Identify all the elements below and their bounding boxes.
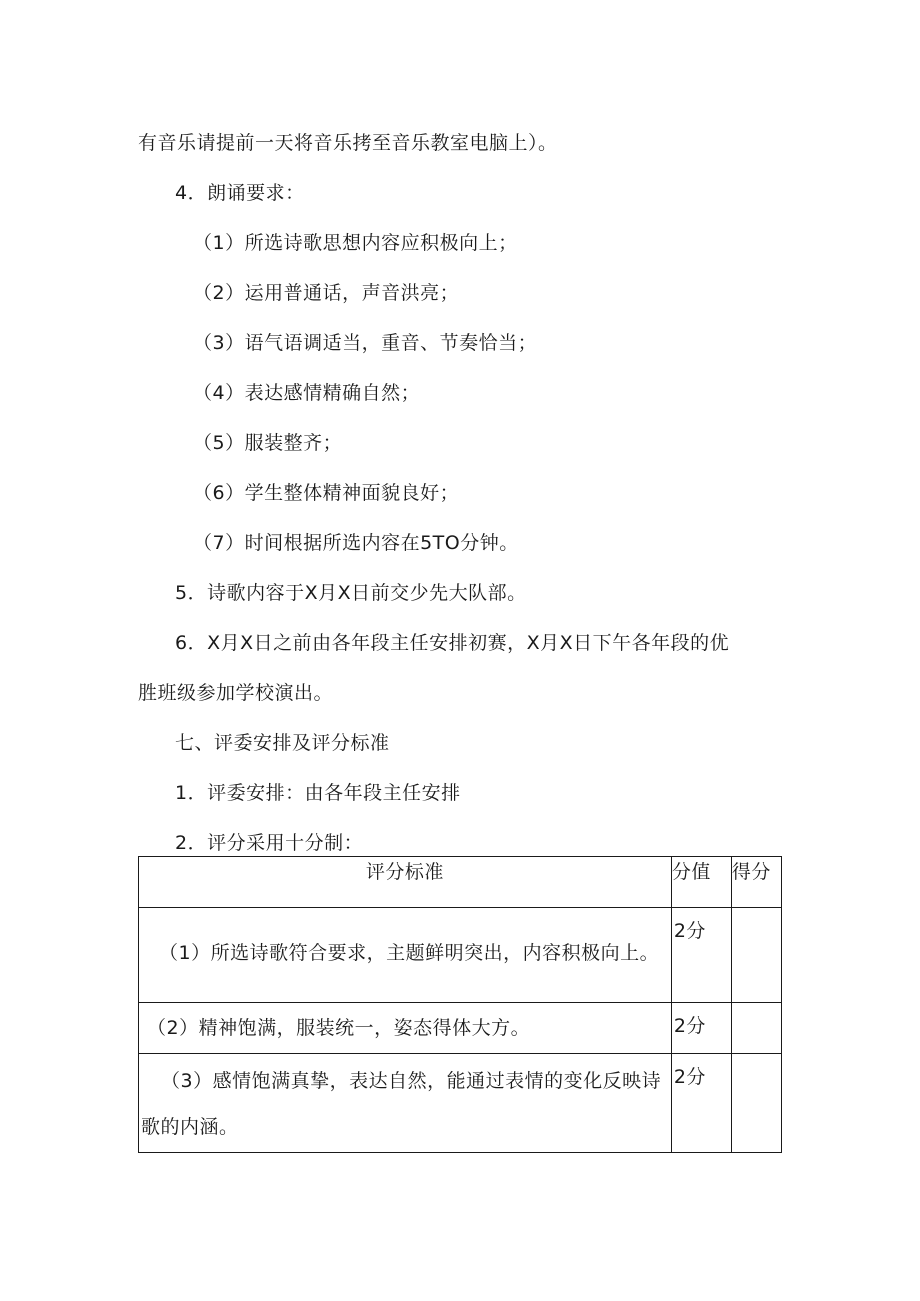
- criteria-text-line2: 歌的内涵。: [141, 1116, 239, 1138]
- requirement-item-4: （4）表达感情精确自然；: [193, 382, 421, 404]
- requirement-item-2: （2）运用普通话，声音洪亮；: [193, 282, 460, 304]
- scoring-table: [138, 856, 782, 1153]
- paragraph-preliminary-line1: 6．X月X日之前由各年段主任安排初赛，X月X日下午各年段的优: [175, 632, 730, 654]
- score-cell: [671, 908, 731, 1003]
- header-criteria: 评分标准: [139, 857, 672, 908]
- paragraph-judge-arrangement: 1．评委安排：由各年段主任安排: [175, 782, 461, 804]
- paragraph-scoring-system: 2．评分采用十分制：: [175, 832, 364, 854]
- score-cell: [671, 1054, 731, 1153]
- requirement-item-5: （5）服装整齐；: [193, 432, 343, 454]
- paragraph-preliminary-line2: 胜班级参加学校演出。: [138, 682, 334, 704]
- criteria-text: （2）精神饱满，服装统一，姿态得体大方。: [147, 1017, 531, 1039]
- requirement-item-1: （1）所选诗歌思想内容应积极向上；: [193, 232, 518, 254]
- criteria-cell: [139, 1054, 672, 1153]
- paragraph-recitation-requirements: 4．朗诵要求：: [175, 182, 305, 204]
- score-value: 2分: [673, 920, 706, 942]
- score-value: 2分: [673, 1015, 706, 1037]
- paragraph-music-note: 有音乐请提前一天将音乐拷至音乐教室电脑上）。: [138, 132, 558, 154]
- score-value: 2分: [673, 1066, 706, 1088]
- header-obtained: 得分: [731, 857, 781, 908]
- table-header-row: [139, 857, 782, 908]
- criteria-cell: [139, 1003, 672, 1054]
- criteria-cell: [139, 908, 672, 1003]
- obtained-cell: [731, 1003, 781, 1054]
- section-heading-judges: 七、评委安排及评分标准: [175, 732, 390, 754]
- table-row: [139, 908, 782, 1003]
- paragraph-submission-deadline: 5．诗歌内容于X月X日前交少先大队部。: [175, 582, 527, 604]
- table-row: [139, 1003, 782, 1054]
- criteria-text: [139, 1054, 671, 1150]
- requirement-item-6: （6）学生整体精神面貌良好；: [193, 482, 460, 504]
- header-score: 分值: [671, 857, 731, 908]
- obtained-cell: [731, 1054, 781, 1153]
- table-row: [139, 1054, 782, 1153]
- requirement-item-3: （3）语气语调适当，重音、节奏恰当；: [193, 332, 538, 354]
- criteria-text-line1: （3）感情饱满真挚，表达自然，能通过表情的变化反映诗: [161, 1070, 662, 1092]
- requirement-item-7: （7）时间根据所选内容在5TO分钟。: [193, 532, 519, 554]
- obtained-cell: [731, 908, 781, 1003]
- score-cell: [671, 1003, 731, 1054]
- criteria-text: （1）所选诗歌符合要求，主题鲜明突出，内容积极向上。: [159, 942, 660, 964]
